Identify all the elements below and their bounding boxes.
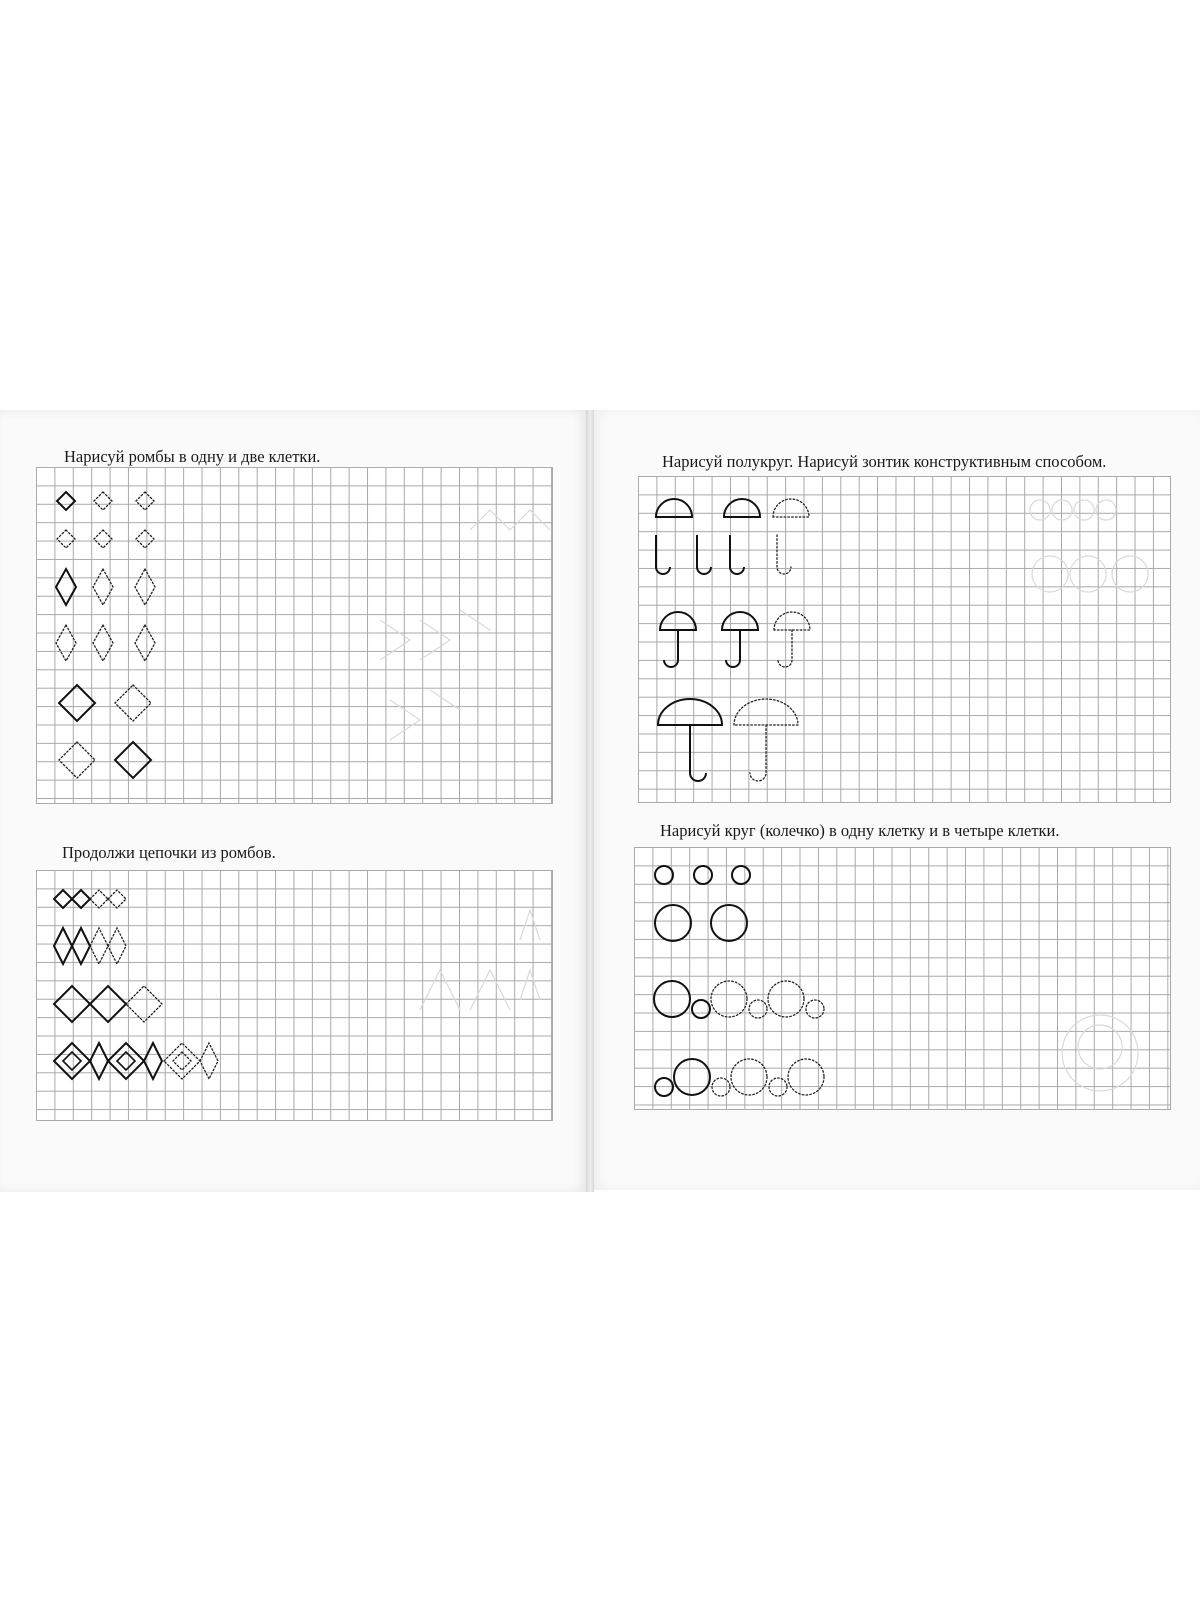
circle-grid[interactable]	[634, 847, 1171, 1110]
task-umbrella-caption: Нарисуй полукруг. Нарисуй зонтик конструктивным способом.	[662, 452, 1107, 471]
rhombus-grid[interactable]	[36, 467, 553, 804]
umbrella-grid[interactable]	[638, 476, 1171, 803]
task-circle-caption: Нарисуй круг (колечко) в одну клетку и в четыре клетки.	[660, 821, 1060, 840]
chain-grid[interactable]	[36, 870, 553, 1121]
task-rhombus-caption: Нарисуй ромбы в одну и две клетки.	[64, 447, 321, 466]
task-chain-caption: Продолжи цепочки из ромбов.	[62, 843, 276, 862]
book-gutter	[586, 410, 594, 1192]
